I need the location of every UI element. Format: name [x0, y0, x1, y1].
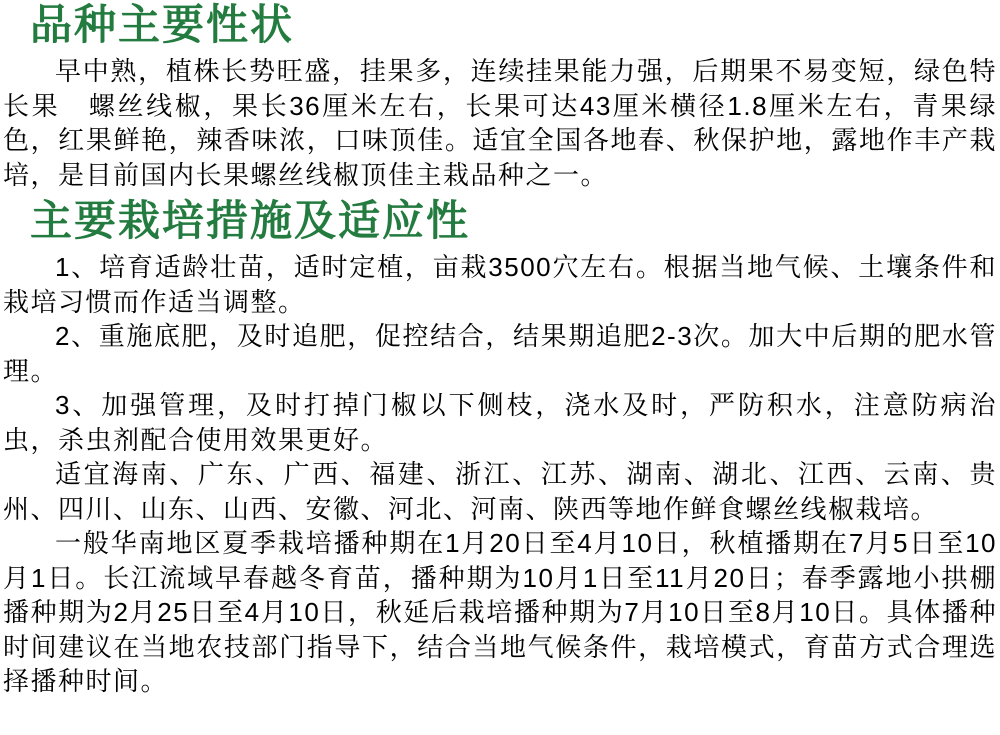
- cultivation-step-3-paragraph: 3、加强管理，及时打掉门椒以下侧枝，浇水及时，严防积水，注意防病治虫，杀虫剂配合使用效果更好。: [3, 390, 997, 455]
- variety-traits-paragraph: 早中熟，植株长势旺盛，挂果多，连续挂果能力强，后期果不易变短，绿色特长果 螺丝线椒，果长36厘米左右，长果可达43厘米横径1.8厘米左右，青果绿色，红果鲜艳，辣香味浓，口味顶佳。适宜全国各地春、秋保护地，露地作丰产栽培，是目前国内长果螺丝线椒顶佳主栽品种之一。: [3, 56, 997, 190]
- cultivation-step-1-paragraph: 1、培育适龄壮苗，适时定植，亩栽3500穴左右。根据当地气候、土壤条件和栽培习惯而作适当调整。: [3, 252, 997, 317]
- suitable-regions-paragraph: 适宜海南、广东、广西、福建、浙江、江苏、湖南、湖北、江西、云南、贵州、四川、山东、山西、安徽、河北、河南、陕西等地作鲜食螺丝线椒栽培。: [3, 459, 997, 524]
- cultivation-step-2-paragraph: 2、重施底肥，及时追肥，促控结合，结果期追肥2-3次。加大中后期的肥水管理。: [3, 321, 997, 386]
- section-heading-cultivation-measures: 主要栽培措施及适应性: [30, 199, 471, 245]
- section-heading-variety-traits: 品种主要性状: [30, 3, 295, 49]
- sowing-periods-paragraph: 一般华南地区夏季栽培播种期在1月20日至4月10日，秋植播期在7月5日至10月1日。长江流域早春越冬育苗，播种期为10月1日至11月20日；春季露地小拱棚播种期为2月25日至4月10日，秋延后栽培播种期为7月10日至8月10日。具体播种时间建议在当地农技部门指导下，结合当地气候条件，栽培模式，育苗方式合理选择播种时间。: [3, 528, 997, 696]
